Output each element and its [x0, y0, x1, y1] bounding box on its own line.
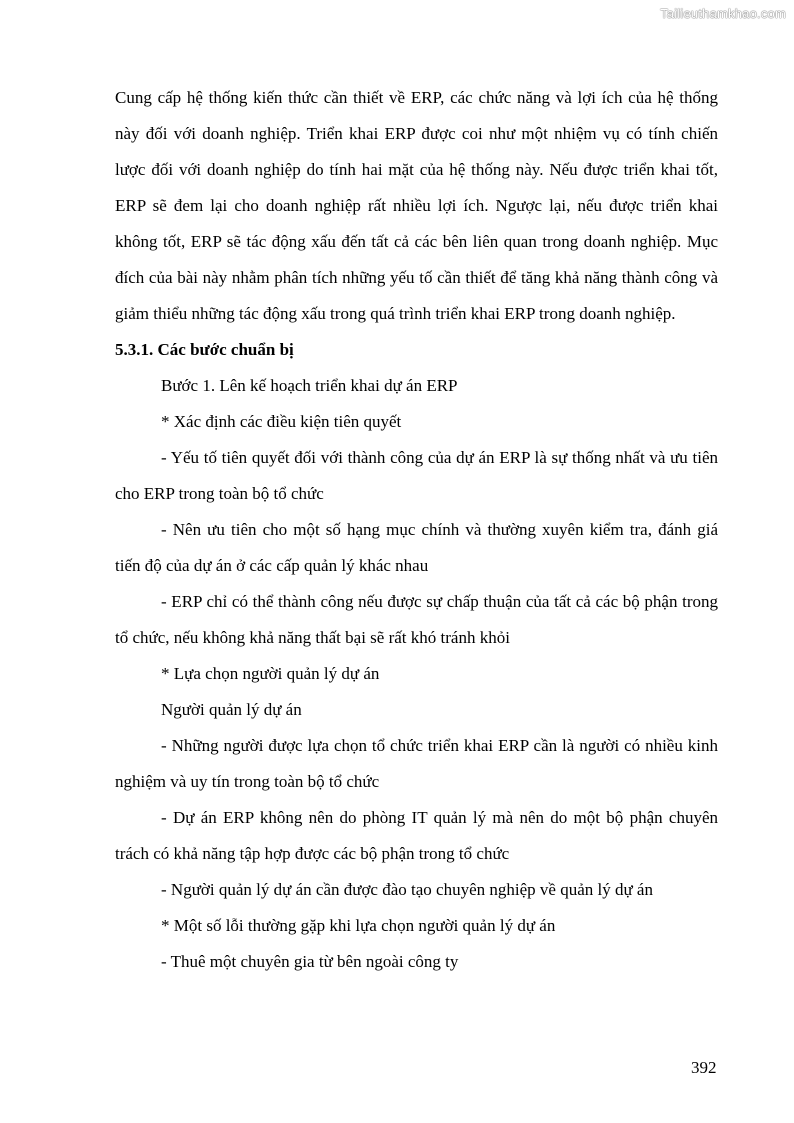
paragraph: - Những người được lựa chọn tổ chức triển khai ERP cần là người có nhiều kinh nghiệm và uy tín trong toàn bộ tổ chức	[115, 736, 718, 791]
paragraph: - Nên ưu tiên cho một số hạng mục chính và thường xuyên kiểm tra, đánh giá tiến độ của dự án ở các cấp quản lý khác nhau	[115, 520, 718, 575]
watermark-text: Tailieuthamkhao.com	[660, 6, 786, 21]
intro-paragraph: Cung cấp hệ thống kiến thức cần thiết về ERP, các chức năng và lợi ích của hệ thống này đối với doanh nghiệp. Triển khai ERP được coi như một nhiệm vụ có tính chiến lược đối với doanh nghiệp do tính hai mặt của hệ thống này. Nếu được triển khai tốt, ERP sẽ đem lại cho doanh nghiệp rất nhiều lợi ích. Ngược lại, nếu được triển khai không tốt, ERP sẽ tác động xấu đến tất cả các bên liên quan trong doanh nghiệp. Mục đích của bài này nhằm phân tích những yếu tố cần thiết để tăng khả năng thành công và giảm thiểu những tác động xấu trong quá trình triển khai ERP trong doanh nghiệp.	[115, 88, 718, 323]
document-body	[115, 80, 718, 980]
paragraph: - Yếu tố tiên quyết đối với thành công của dự án ERP là sự thống nhất và ưu tiên cho ERP trong toàn bộ tổ chức	[115, 448, 718, 503]
paragraph: Người quản lý dự án	[161, 700, 302, 719]
paragraph: * Một số lỗi thường gặp khi lựa chọn người quản lý dự án	[161, 916, 556, 935]
paragraph: Bước 1. Lên kế hoạch triển khai dự án ERP	[161, 376, 458, 395]
paragraph: * Xác định các điều kiện tiên quyết	[161, 412, 402, 431]
paragraph: - ERP chỉ có thể thành công nếu được sự chấp thuận của tất cả các bộ phận trong tổ chức, nếu không khả năng thất bại sẽ rất khó tránh khỏi	[115, 592, 718, 647]
paragraph: - Thuê một chuyên gia từ bên ngoài công ty	[161, 952, 459, 971]
paragraph: - Người quản lý dự án cần được đào tạo chuyên nghiệp về quản lý dự án	[161, 880, 653, 899]
paragraph: * Lựa chọn người quản lý dự án	[161, 664, 380, 683]
paragraph: - Dự án ERP không nên do phòng IT quản lý mà nên do một bộ phận chuyên trách có khả năng tập hợp được các bộ phận trong tổ chức	[115, 808, 718, 863]
section-heading: 5.3.1. Các bước chuẩn bị	[115, 340, 294, 359]
page-number: 392	[691, 1058, 717, 1077]
